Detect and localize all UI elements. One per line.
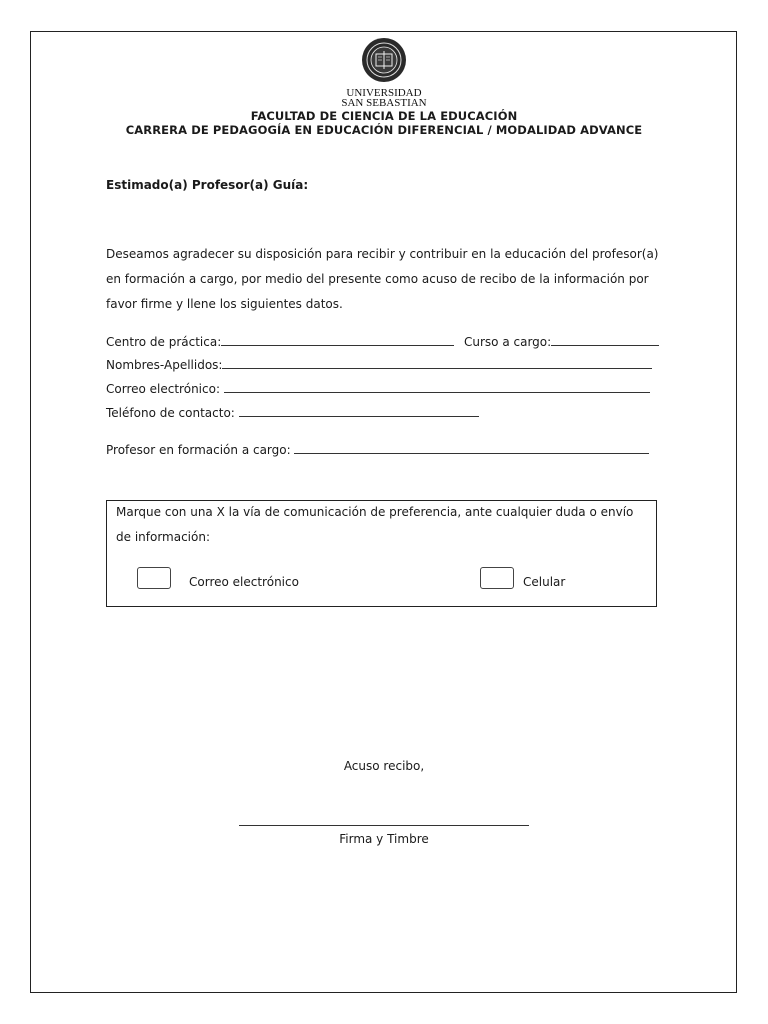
phone-option-label: Celular [523, 575, 566, 589]
correo-label: Correo electrónico: [106, 382, 224, 396]
centro-label: Centro de práctica: [106, 335, 222, 349]
program-title: CARRERA DE PEDAGOGÍA EN EDUCACIÓN DIFERENCIAL / MODALIDAD ADVANCE [125, 123, 643, 137]
greeting: Estimado(a) Profesor(a) Guía: [106, 178, 309, 192]
faculty-title: FACULTAD DE CIENCIA DE LA EDUCACIÓN [250, 109, 518, 123]
phone-checkbox[interactable] [480, 567, 514, 589]
curso-label: Curso a cargo: [464, 335, 552, 349]
paragraph-line-3: favor firme y llene los siguientes datos. [106, 297, 343, 311]
centro-field[interactable] [221, 333, 454, 346]
nombres-label: Nombres-Apellidos: [106, 358, 223, 372]
acuso-recibo: Acuso recibo, [343, 759, 425, 773]
telefono-field[interactable] [239, 404, 479, 417]
paragraph-line-1: Deseamos agradecer su disposición para recibir y contribuir en la educación del profesor(a) [106, 247, 659, 261]
signature-line[interactable] [239, 825, 529, 826]
correo-field[interactable] [224, 380, 650, 393]
profesor-label: Profesor en formación a cargo: [106, 443, 295, 457]
telefono-label: Teléfono de contacto: [106, 406, 239, 420]
curso-field[interactable] [551, 333, 659, 346]
paragraph-line-2: en formación a cargo, por medio del presente como acuso de recibo de la información por [106, 272, 649, 286]
university-name-line2: SAN SEBASTIAN [341, 97, 427, 109]
profesor-field[interactable] [294, 441, 649, 454]
university-name-line1: UNIVERSIDAD [346, 87, 422, 99]
nombres-field[interactable] [222, 356, 652, 369]
signature-label: Firma y Timbre [339, 832, 429, 846]
preference-instructions-2: de información: [116, 530, 211, 544]
email-option-label: Correo electrónico [189, 575, 299, 589]
preference-box [106, 500, 657, 607]
university-seal-icon [361, 37, 407, 83]
email-checkbox[interactable] [137, 567, 171, 589]
preference-instructions-1: Marque con una X la vía de comunicación de preferencia, ante cualquier duda o envío [116, 505, 634, 519]
